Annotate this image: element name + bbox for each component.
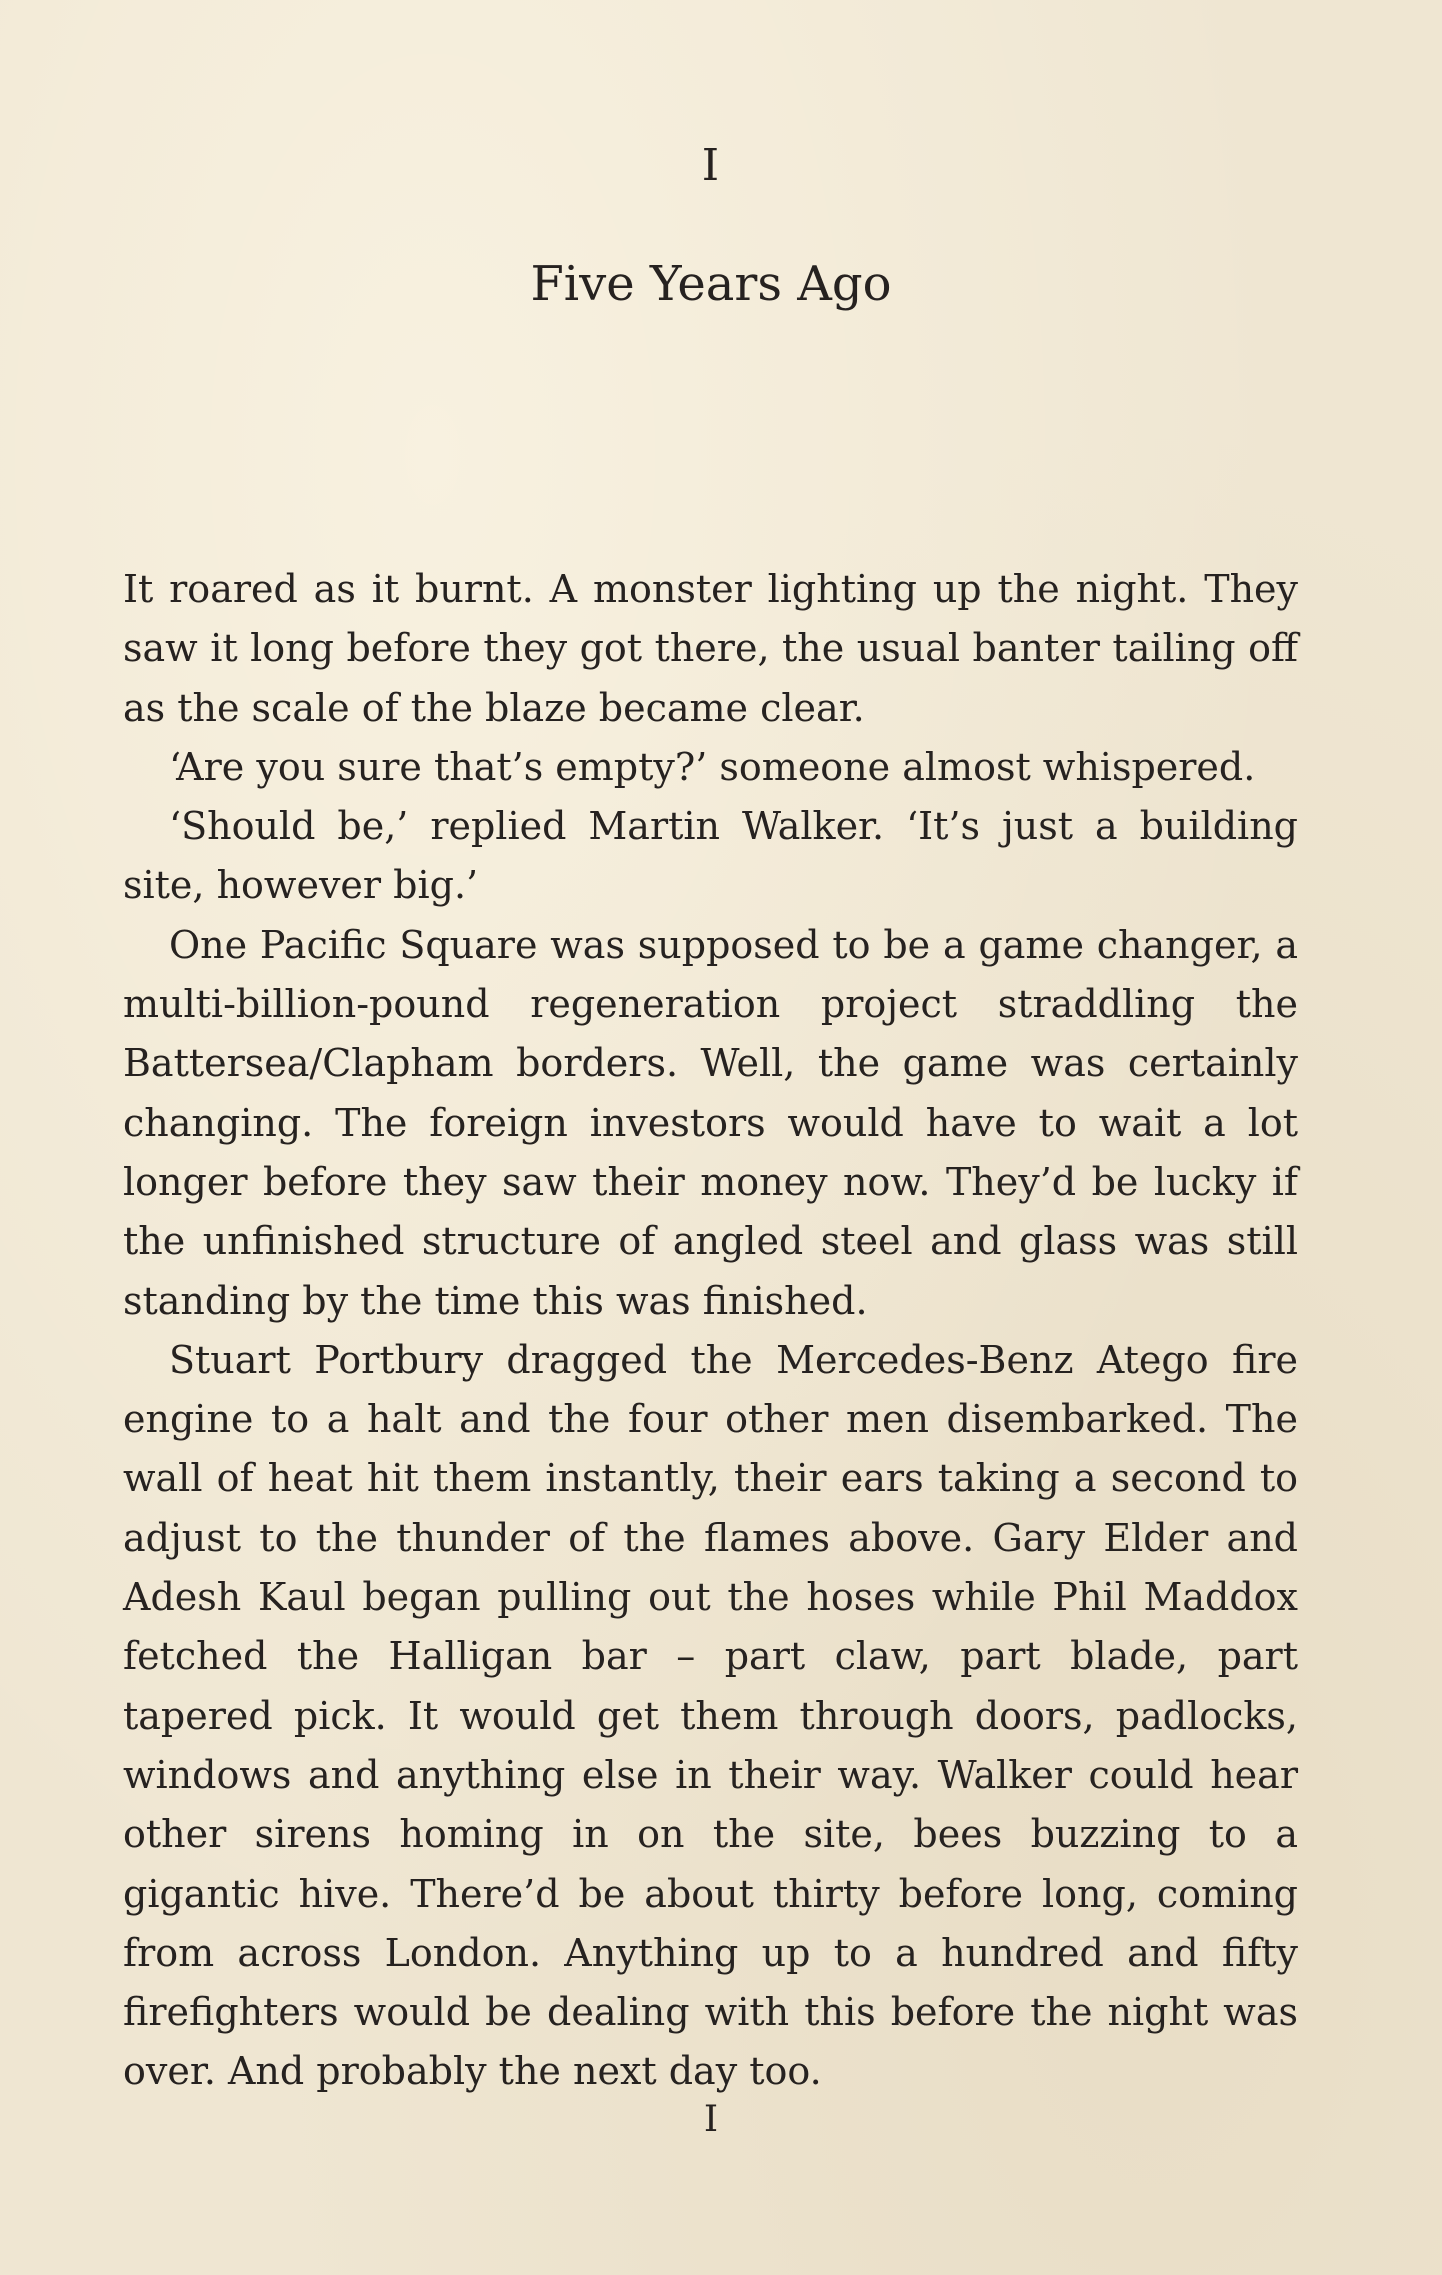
paragraph: ‘Are you sure that’s empty?’ someone almost whispered. [169, 744, 1256, 789]
chapter-number: I [701, 140, 721, 191]
paragraph: ‘Should be,’ replied Martin Walker. ‘It’s just a building site, however big.’ [123, 804, 1298, 908]
body-text [123, 560, 1298, 2102]
chapter-title: Five Years Ago [530, 256, 892, 312]
paragraph: One Pacific Square was supposed to be a game changer, a multi-billion-pound regeneration project straddling the Battersea/Clapham borders. Well, the game was certainly changing. The foreign investors would have to wait a lot longer before they saw their money now. They’d be lucky if the unfinished structure of angled steel and glass was still standing by the time this was finished. [123, 922, 1298, 1323]
paragraph: Stuart Portbury dragged the Mercedes-Benz Atego fire engine to a halt and the four other men disembarked. The wall of heat hit them instantly, their ears taking a second to adjust to the thunder of the flames above. Gary Elder and Adesh Kaul began pulling out the hoses while Phil Maddox fetched the Halligan bar – part claw, part blade, part tapered pick. It would get them through doors, padlocks, windows and anything else in their way. Walker could hear other sirens homing in on the site, bees buzzing to a gigantic hive. There’d be about thirty before long, coming from across London. Anything up to a hundred and fifty firefighters would be dealing with this before the night was over. And probably the next day too. [123, 1337, 1298, 2094]
paragraph: It roared as it burnt. A monster lighting up the night. They saw it long before they got there, the usual banter tailing off as the scale of the blaze became clear. [123, 567, 1298, 730]
page-number: I [703, 2099, 719, 2140]
